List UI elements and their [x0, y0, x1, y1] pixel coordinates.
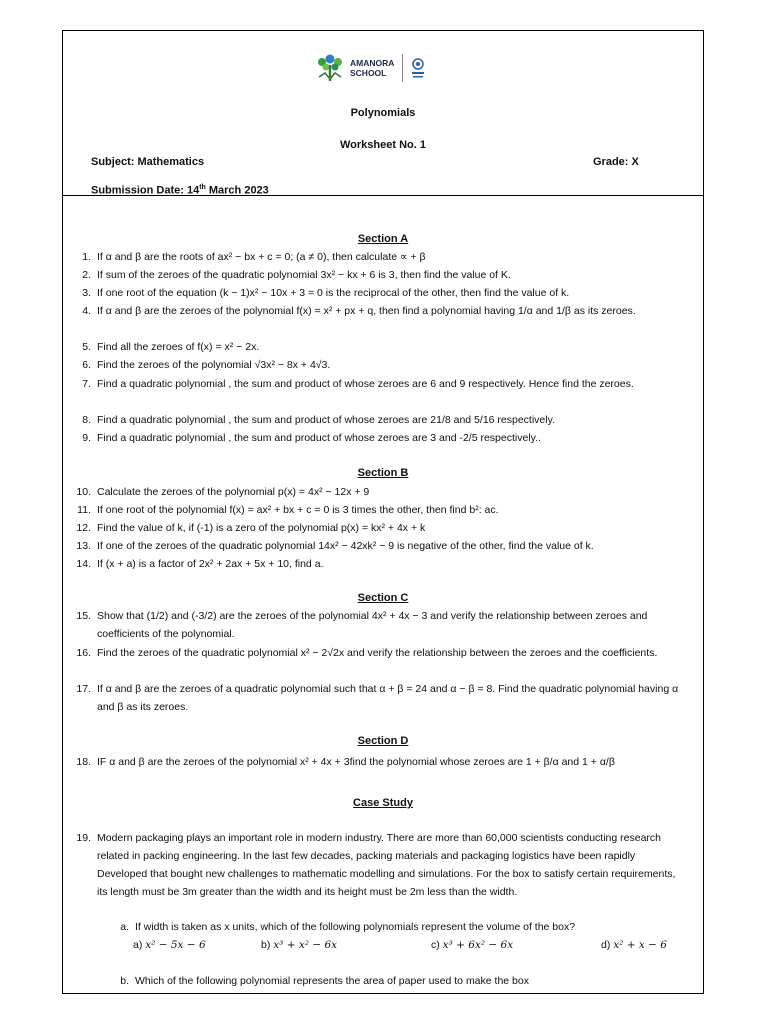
option-a: a) x² − 5x − 6: [133, 939, 206, 951]
question-10: 10. Calculate the zeroes of the polynomial p(x) = 4x² − 12x + 9: [76, 486, 370, 498]
worksheet-page: [62, 30, 704, 994]
question-13: 13. If one of the zeroes of the quadratic polynomial 14x² − 42xk² − 9 is negative of the other, find the value of k.: [76, 540, 594, 552]
tree-logo-icon: [313, 53, 347, 83]
question-4: 4. If α and β are the zeroes of the polynomial f(x) = x² + px + q, then find a polynomial having 1/α and 1/β as its zeroes.: [82, 305, 636, 317]
question-16: 16. Find the zeroes of the quadratic polynomial x² − 2√2x and verify the relationship between the zeroes and the coefficients.: [76, 647, 658, 659]
option-c: c) x³ + 6x² − 6x: [431, 939, 514, 951]
question-18: 18. IF α and β are the zeroes of the polynomial x² + 4x + 3find the polynomial whose zeroes are 1 + β/α and 1 + α/β: [76, 756, 615, 768]
question-17: 17. If α and β are the zeroes of a quadratic polynomial such that α + β = 24 and α − β = 8. Find the quadratic polynomial having α and β as its zeroes.: [76, 683, 679, 713]
logo-divider: [402, 54, 403, 82]
school-name: AMANORA SCHOOL: [350, 58, 395, 78]
question-3: 3. If one root of the equation (k − 1)x² − 10x + 3 = 0 is the reciprocal of the other, then find the value of k.: [82, 287, 570, 299]
question-5: 5. Find all the zeroes of f(x) = x² − 2x.: [82, 341, 260, 353]
question-9: 9. Find a quadratic polynomial , the sum and product of whose zeroes are 3 and -2/5 respectively..: [82, 432, 541, 444]
grade-label: Grade: X: [593, 156, 639, 168]
worksheet-number: Worksheet No. 1: [340, 139, 426, 151]
option-b: b) x³ + x² − 6x: [261, 939, 338, 951]
ryan-logo-icon: [409, 54, 427, 82]
question-11: 11. If one root of the polynomial f(x) = ax² + bx + c = 0 is 3 times the other, then find b²: ac.: [77, 504, 499, 516]
sub-question-b: b. Which of the following polynomial represents the area of paper used to make the box: [120, 975, 529, 987]
section-c-heading: Section C: [357, 592, 409, 604]
question-12: 12. Find the value of k, if (-1) is a zero of the polynomial p(x) = kx² + 4x + k: [76, 522, 426, 534]
question-6: 6. Find the zeroes of the polynomial √3x² − 8x + 4√3.: [82, 359, 331, 371]
case-study-heading: Case Study: [353, 797, 413, 809]
option-d: d) x² + x − 6: [601, 939, 667, 951]
question-7: 7. Find a quadratic polynomial , the sum and product of whose zeroes are 6 and 9 respectively. Hence find the zeroes.: [82, 378, 634, 390]
question-1: 1. If α and β are the roots of ax² − bx + c = 0; (a ≠ 0), then calculate ∝ + β: [82, 251, 426, 263]
question-14: 14. If (x + a) is a factor of 2x² + 2ax + 5x + 10, find a.: [76, 558, 324, 570]
header-divider: [63, 195, 703, 196]
section-a-heading: Section A: [357, 233, 409, 245]
section-b-heading: Section B: [357, 467, 409, 479]
subject-label: Subject: Mathematics: [91, 156, 205, 168]
submission-date: Submission Date: 14th March 2023: [91, 184, 269, 197]
question-15: 15. Show that (1/2) and (-3/2) are the zeroes of the polynomial 4x² + 4x − 3 and verify the relationship between zeroes and coefficients of the polynomial.: [76, 610, 648, 640]
sub-question-a: a. If width is taken as x units, which of the following polynomials represent the volume of the box?: [120, 921, 576, 933]
school-logo: [313, 51, 427, 85]
question-19: 19. Modern packaging plays an important role in modern industry. There are more than 60,000 scientists conducting research related in packing engineering. In the last few decades, packing materials and packaging logistics have been rapidly Developed that bought new challenges to mathematic modelling and simulations. For the box to satisfy certain requirements, its length must be 3m greater than the width and its height must be 2m less than the width.: [76, 832, 676, 898]
question-8: 8. Find a quadratic polynomial , the sum and product of whose zeroes are 21/8 and 5/16 respectively.: [82, 414, 555, 426]
worksheet-title: Polynomials: [350, 107, 416, 119]
question-2: 2. If sum of the zeroes of the quadratic polynomial 3x² − kx + 6 is 3, then find the value of K.: [82, 269, 511, 281]
section-d-heading: Section D: [357, 735, 409, 747]
